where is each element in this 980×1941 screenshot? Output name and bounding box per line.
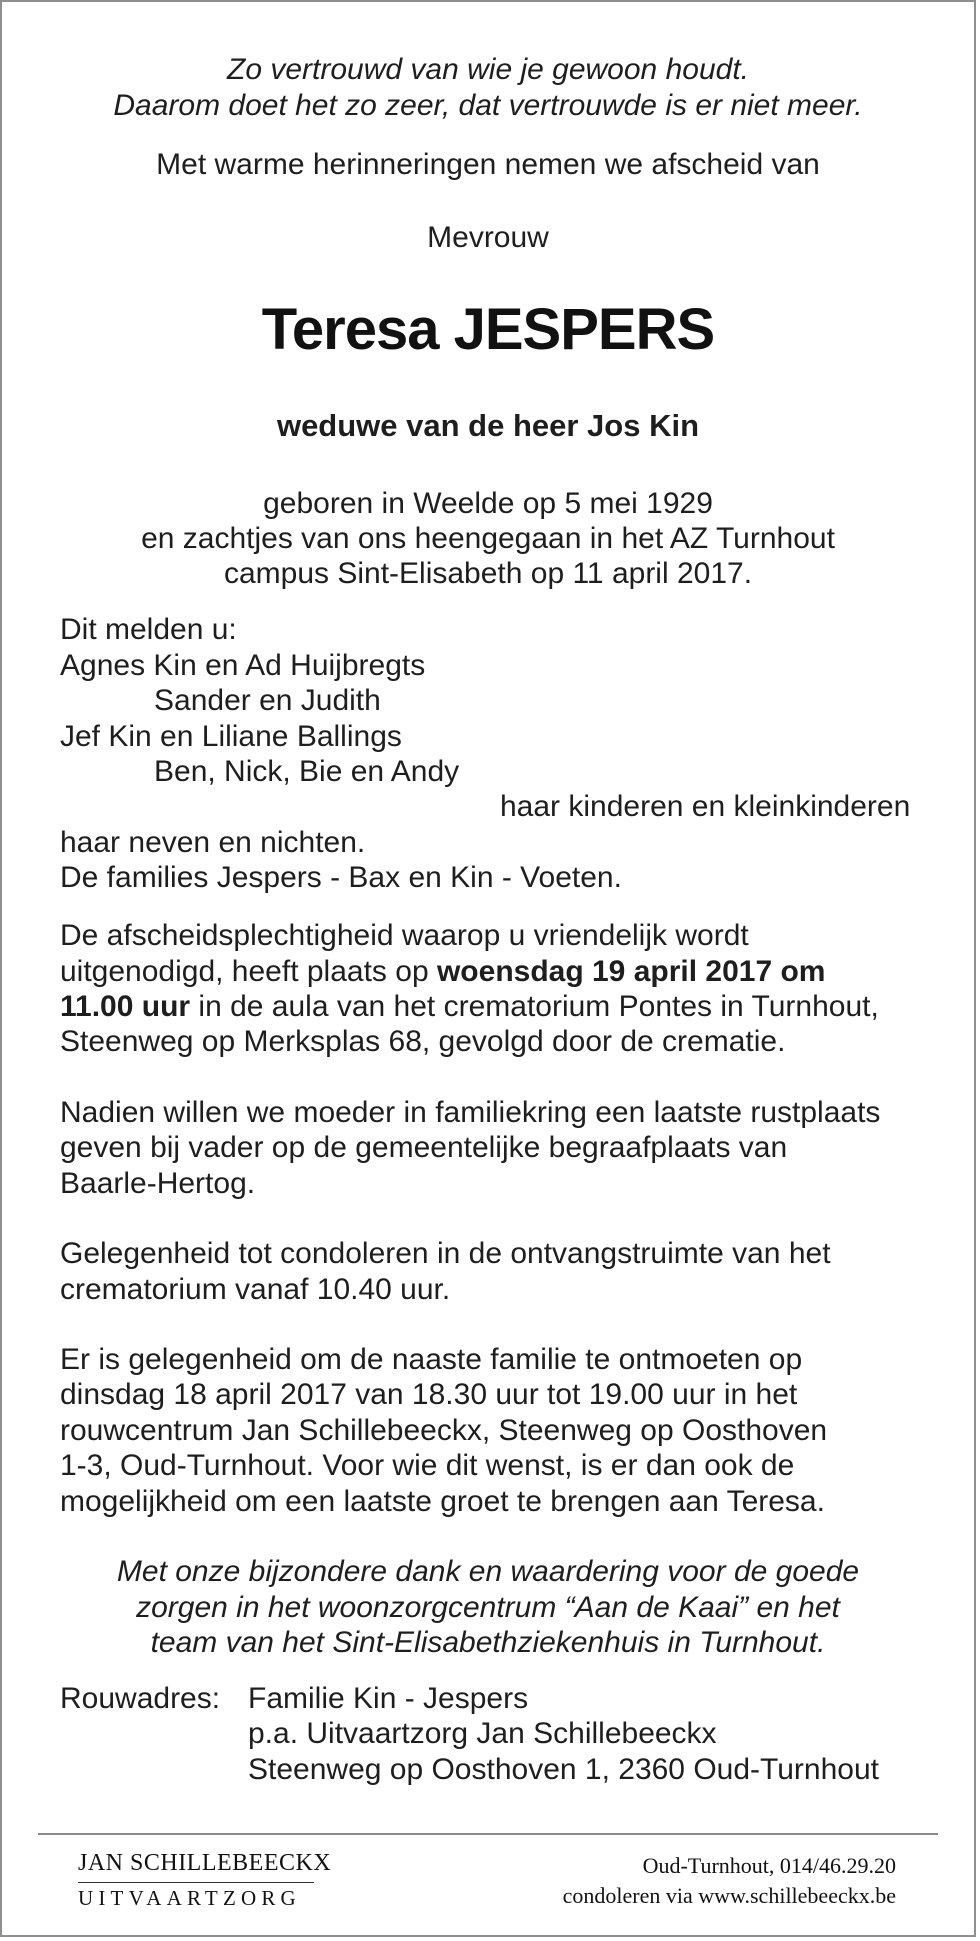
thanks-line: team van het Sint-Elisabethziekenhuis in Turnhout. (150, 1626, 826, 1659)
deceased-name: Teresa JESPERS (261, 297, 715, 362)
footer-divider (38, 1833, 938, 1835)
death-place-line: campus Sint-Elisabeth op 11 april 2017. (223, 557, 753, 590)
website-link[interactable]: condoleren via www.schillebeeckx.be (562, 1883, 896, 1908)
relation-line: weduwe van de heer Jos Kin (276, 408, 700, 443)
salutation: Mevrouw (427, 221, 549, 254)
thanks-line: zorgen in het woonzorgcentrum “Aan de Kaai” en het (136, 1591, 840, 1624)
ceremony-line: Steenweg op Merksplas 68, gevolgd door de crematie. (60, 1025, 786, 1058)
ceremony-line: De afscheidsplechtigheid waarop u vriendelijk wordt (60, 919, 749, 952)
address-line: Steenweg op Oosthoven 1, 2360 Oud-Turnhout (248, 1753, 879, 1786)
burial-line: geven bij vader op de gemeentelijke begraafplaats van (60, 1131, 788, 1164)
condolence-line: crematorium vanaf 10.40 uur. (60, 1273, 451, 1306)
ceremony-time: 11.00 uur (60, 990, 191, 1023)
ceremony-line (60, 954, 825, 990)
brand-subtitle: UITVAARTZORG (78, 1886, 301, 1910)
family-line: Ben, Nick, Bie en Andy (154, 755, 460, 788)
intro-text: Met warme herinneringen nemen we afscheid van (156, 148, 820, 181)
verse-line-1: Zo vertrouwd van wie je gewoon houdt. (227, 53, 749, 86)
burial-line: Baarle-Hertog. (60, 1167, 256, 1200)
death-line: en zachtjes van ons heengegaan in het AZ Turnhout (141, 522, 835, 555)
family-line: Agnes Kin en Ad Huijbregts (60, 649, 426, 682)
family-line: De families Jespers - Bax en Kin - Voeten. (60, 861, 622, 894)
visit-line: mogelijkheid om een laatste groet te brengen aan Teresa. (60, 1485, 825, 1518)
address-line: p.a. Uitvaartzorg Jan Schillebeeckx (248, 1717, 717, 1750)
ceremony-text: uitgenodigd, heeft plaats op (60, 955, 437, 988)
family-heading: Dit melden u: (60, 613, 237, 646)
brand-name: JAN SCHILLEBEECKX (78, 1850, 332, 1876)
birth-line: geboren in Weelde op 5 mei 1929 (263, 487, 713, 520)
visit-line: rouwcentrum Jan Schillebeeckx, Steenweg op Oosthoven (60, 1414, 828, 1447)
ceremony-line (60, 989, 879, 1025)
thanks-line: Met onze bijzondere dank en waardering voor de goede (116, 1555, 860, 1588)
ceremony-date: woensdag 19 april 2017 om (436, 955, 826, 988)
visit-line: Er is gelegenheid om de naaste familie te ontmoeten op (60, 1343, 803, 1376)
address-line: Familie Kin - Jespers (248, 1682, 529, 1715)
burial-line: Nadien willen we moeder in familiekring een laatste rustplaats (60, 1096, 881, 1129)
verse-line-2: Daarom doet het zo zeer, dat vertrouwde is er niet meer. (113, 89, 863, 122)
brand-rule (78, 1882, 314, 1883)
family-role: haar kinderen en kleinkinderen (500, 790, 911, 823)
ceremony-text: in de aula van het crematorium Pontes in Turnhout, (190, 990, 879, 1023)
family-line: haar neven en nichten. (60, 826, 366, 859)
visit-line: 1-3, Oud-Turnhout. Voor wie dit wenst, is er dan ook de (60, 1449, 795, 1482)
condolence-line: Gelegenheid tot condoleren in de ontvangstruimte van het (60, 1237, 831, 1270)
visit-line: dinsdag 18 april 2017 van 18.30 uur tot 19.00 uur in het (60, 1378, 798, 1411)
address-label: Rouwadres: (60, 1682, 221, 1715)
family-line: Jef Kin en Liliane Ballings (60, 720, 402, 753)
contact-line: Oud-Turnhout, 014/46.29.20 (642, 1853, 896, 1878)
family-line: Sander en Judith (154, 684, 381, 717)
